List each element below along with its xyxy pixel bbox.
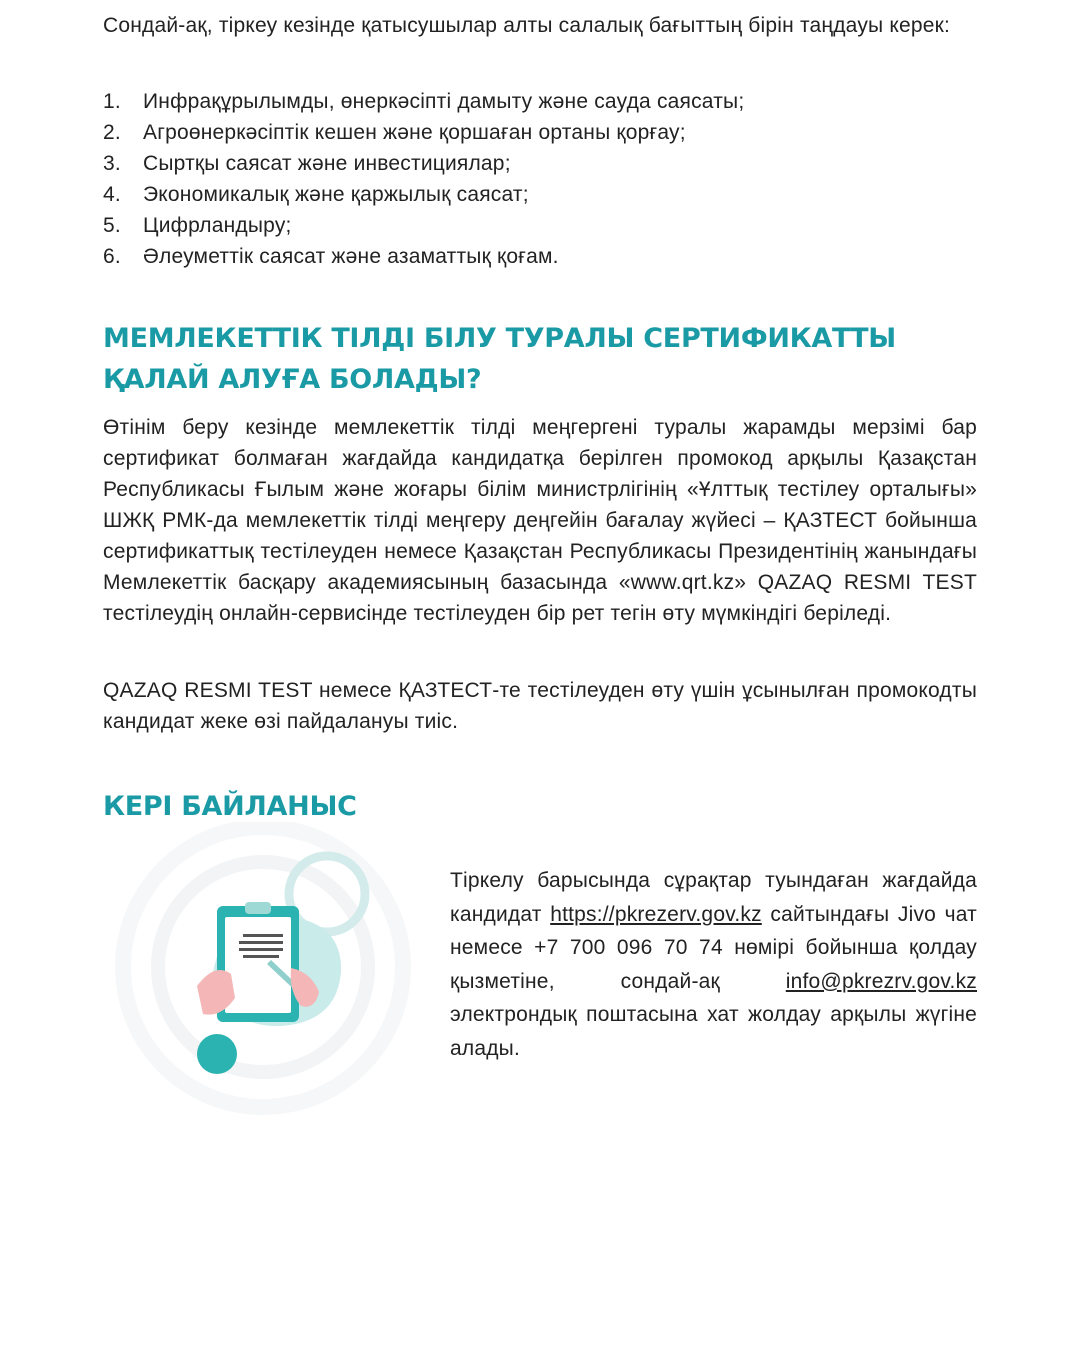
list-item-text: Сыртқы саясат және инвестициялар; [143,152,511,175]
feedback-paragraph [450,864,977,1065]
list-item-text: Агроөнеркәсіптік кешен және қоршаған ортаны қорғау; [143,121,686,144]
list-item-text: Әлеуметтік саясат және азаматтық қоғам. [143,245,559,268]
feedback-heading: КЕРІ БАЙЛАНЫС [103,791,357,822]
list-item [103,148,977,179]
list-item [103,210,977,241]
list-item-text: Экономикалық және қаржылық саясат; [143,183,529,206]
clipboard-illustration [105,822,435,1122]
intro-paragraph: Сондай-ақ, тіркеу кезінде қатысушылар алты салалық бағыттың бірін таңдауы керек: [103,14,951,37]
list-item-text: Цифрландыру; [143,214,292,237]
list-item [103,179,977,210]
list-item-number: 1. [103,90,121,113]
list-item [103,117,977,148]
list-item-text: Инфрақұрылымды, өнеркәсіпті дамыту және сауда саясаты; [143,90,745,113]
list-item-number: 4. [103,183,121,206]
email-link[interactable]: info@pkrezrv.gov.kz [785,969,977,993]
promocode-paragraph: QAZAQ RESMI TEST немесе ҚАЗТЕСТ-те тестілеуден өту үшін ұсынылған промокодты кандидат жеке өзі пайдалануы тиіс. [103,679,977,733]
certificate-heading: МЕМЛЕКЕТТІК ТІЛДІ БІЛУ ТУРАЛЫ СЕРТИФИКАТТЫ ҚАЛАЙ АЛУҒА БОЛАДЫ? [103,323,896,395]
list-item-number: 6. [103,245,121,268]
list-item-number: 5. [103,214,121,237]
list-item-number: 2. [103,121,121,144]
feedback-text-1: Тіркелу барысында сұрақтар туындаған жағдайда кандидат [450,869,977,926]
list-item [103,86,977,117]
feedback-text-2: сайтындағы Jivo чат немесе +7 700 096 70 74 нөмірі бойынша қолдау қызметіне, сондай-ақ [450,902,977,993]
directions-list [103,86,977,272]
list-item [103,241,977,272]
certificate-paragraph: Өтінім беру кезінде мемлекеттік тілді меңгергені туралы жарамды мерзімі бар сертификат болмаған жағдайда кандидатқа берілген промокод арқылы Қазақстан Республикасы Ғылым және жоғары білім министрлігінің «Ұлттық тестілеу орталығы» ШЖҚ РМК-да мемлекеттік тілді меңгеру деңгейін бағалау жүйесі – ҚАЗТЕСТ бойынша сертификаттық тестілеуден немесе Қазақстан Республикасы Президентінің жанындағы Мемлекеттік басқару академиясының базасында «www.qrt.kz» QAZAQ RESMI TEST тестілеудің онлайн-сервисінде тестілеуден бір рет тегін өту мүмкіндігі беріледі. [103,416,977,625]
website-link[interactable]: https://pkrezerv.gov.kz [550,902,762,926]
list-item-number: 3. [103,152,121,175]
feedback-text-3: электрондық поштасына хат жолдау арқылы жүгіне алады. [450,1003,977,1060]
